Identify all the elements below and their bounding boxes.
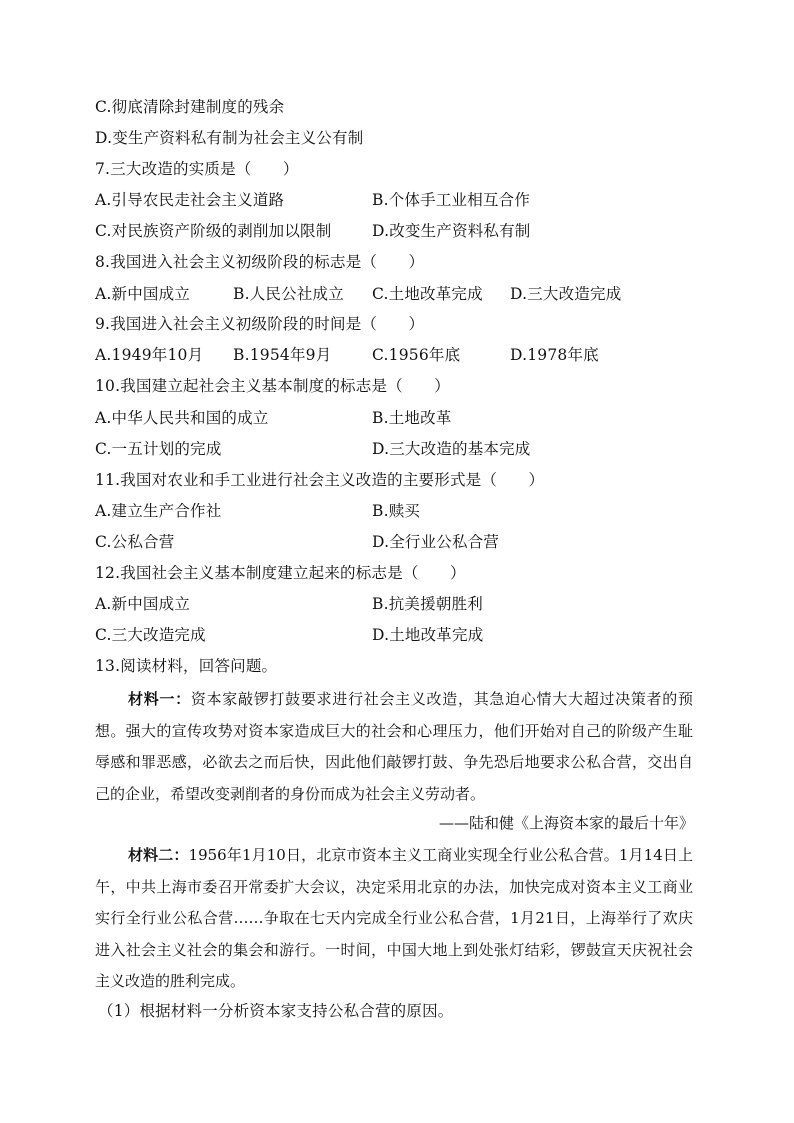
option-c-remove-feudal: C.彻底清除封建制度的残余 xyxy=(95,98,285,116)
question-11-option-a: A.建立生产合作社 xyxy=(95,502,222,520)
question-9-option-d: D.1978年底 xyxy=(510,346,599,364)
material-one-text: 资本家敲锣打鼓要求进行社会主义改造，其急迫心情大大超过决策者的预想。强大的宣传攻势对资本家造成巨大的社会和心理压力，他们开始对自己的阶级产生耻辱感和罪恶感，必欲去之而后快，因此他们敲锣打鼓、争先恐后地要求公私合营，交出自己的企业，希望改变剥削者的身份而成为社会主义劳动者。 xyxy=(95,690,693,803)
question-9-option-b: B.1954年9月 xyxy=(233,346,332,364)
question-10-stem: 10.我国建立起社会主义基本制度的标志是（ ） xyxy=(95,377,450,395)
question-7-option-b: B.个体手工业相互合作 xyxy=(372,191,531,209)
question-9-option-a: A.1949年10月 xyxy=(95,346,204,364)
question-7-stem: 7.三大改造的实质是（ ） xyxy=(95,160,299,178)
question-9-stem: 9.我国进入社会主义初级阶段的时间是（ ） xyxy=(95,315,425,333)
question-11-stem: 11.我国对农业和手工业进行社会主义改造的主要形式是（ ） xyxy=(95,471,545,489)
question-7-option-d: D.改变生产资料私有制 xyxy=(372,222,531,240)
material-one-label: 材料一： xyxy=(128,690,191,708)
question-11-option-b: B.赎买 xyxy=(372,502,421,520)
sub-question-1: （1）根据材料一分析资本家支持公私合营的原因。 xyxy=(98,1002,454,1020)
question-12-option-a: A.新中国成立 xyxy=(95,595,191,613)
question-7-option-a: A.引导农民走社会主义道路 xyxy=(95,191,285,209)
question-12-option-c: C.三大改造完成 xyxy=(95,626,206,644)
material-two xyxy=(95,840,693,998)
question-10-option-b: B.土地改革 xyxy=(372,409,452,427)
question-13-stem: 13.阅读材料，回答问题。 xyxy=(95,657,278,675)
material-one-source: ——陆和健《上海资本家的最后十年》 xyxy=(438,814,694,832)
question-10-option-c: C.一五计划的完成 xyxy=(95,440,222,458)
question-12-option-b: B.抗美援朝胜利 xyxy=(372,595,483,613)
question-12-stem: 12.我国社会主义基本制度建立起来的标志是（ ） xyxy=(95,564,466,582)
material-two-label: 材料二： xyxy=(128,846,189,864)
question-8-option-b: B.人民公社成立 xyxy=(233,285,344,303)
question-7-option-c: C.对民族资产阶级的剥削加以限制 xyxy=(95,222,332,240)
question-11-option-d: D.全行业公私合营 xyxy=(372,533,500,551)
question-12-option-d: D.土地改革完成 xyxy=(372,626,484,644)
question-9-option-c: C.1956年底 xyxy=(372,346,461,364)
question-8-option-c: C.土地改革完成 xyxy=(372,285,483,303)
question-8-stem: 8.我国进入社会主义初级阶段的标志是（ ） xyxy=(95,253,425,271)
question-10-option-a: A.中华人民共和国的成立 xyxy=(95,409,269,427)
question-10-option-d: D.三大改造的基本完成 xyxy=(372,440,531,458)
question-11-option-c: C.公私合营 xyxy=(95,533,175,551)
question-8-option-a: A.新中国成立 xyxy=(95,285,191,303)
option-d-change-private: D.变生产资料私有制为社会主义公有制 xyxy=(95,129,364,147)
material-one xyxy=(95,684,693,810)
material-two-text: 1956年1月10日，北京市资本主义工商业实现全行业公私合营。1月14日上午，中共上海市委召开常委扩大会议，决定采用北京的办法，加快完成对资本主义工商业实行全行业公私合营……争取在七天内完成全行业公私合营，1月21日，上海举行了欢庆进入社会主义社会的集会和游行。一时间，中国大地上到处张灯结彩，锣鼓宣天庆祝社会主义改造的胜利完成。 xyxy=(95,846,693,990)
question-8-option-d: D.三大改造完成 xyxy=(510,285,622,303)
